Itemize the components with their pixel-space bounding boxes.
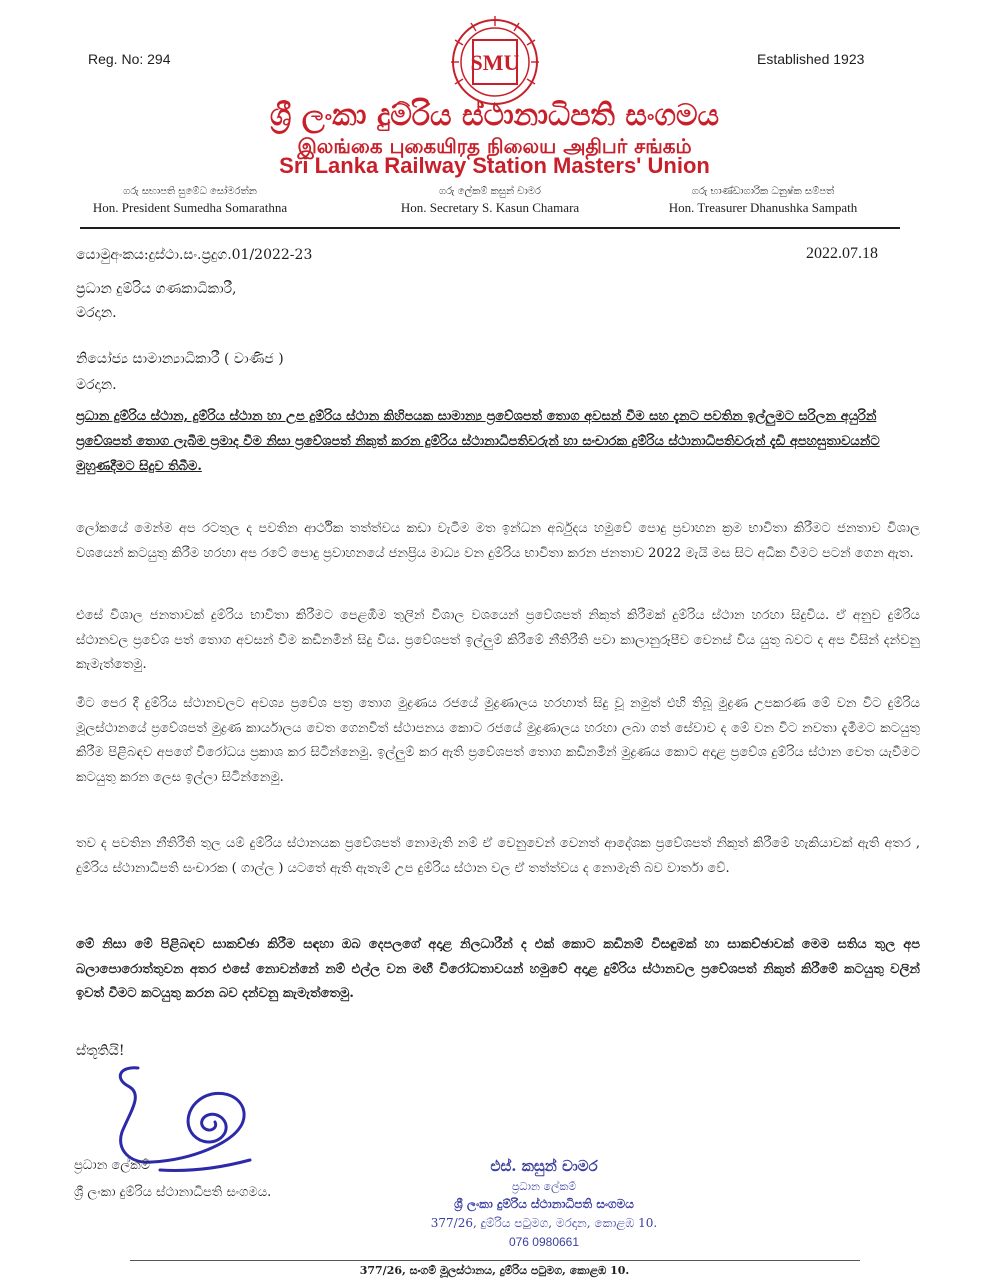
stamp-address: 377/26, දුම්රිය පටුමග, මරදාන, කොළඹ 10.	[430, 1216, 658, 1230]
body-paragraph: තව ද පවතින නීතිරීති තුල යම් දුම්රිය ස්ථානයක ප්‍රවේශපත් නොමැති නම් ඒ වෙනුවෙන් වෙනත් ආදේශක ප්‍රවේශපත් නිකුත් කිරීමේ හැකියාවක් ඇති අතර , දුම්රිය ස්ථානාධිපති සංචාරක ( ගාල්ල ) යටතේ ඇති ඇතැම් උප දුම්රිය ස්ථාන වල ඒ තත්ත්වය ද නොමැති බව වාර්තා වේ.	[76, 836, 920, 876]
officer-title-english: Hon. Treasurer Dhanushka Sampath	[668, 200, 858, 215]
addressee-2-line-2: මරදාන.	[76, 377, 117, 393]
officer-secretary	[360, 186, 620, 216]
officer-president	[60, 186, 320, 216]
officer-title-sinhala: ගරු ලේකම් කසුන් චාමර	[439, 186, 541, 197]
stamp-title: ප්‍රධාන ලේකම්	[511, 1180, 577, 1193]
addressee-1-line-2: මරදාන.	[76, 305, 117, 321]
title-english: Sri Lanka Railway Station Masters' Union	[279, 153, 710, 178]
logo-letters: SMU	[470, 50, 520, 75]
stamp-phone: 076 0980661	[508, 1235, 580, 1249]
signatory-title: ප්‍රධාන ලේකම්	[74, 1158, 151, 1173]
officer-title-sinhala: ගරු සභාපති සුමේධ සෝමරත්න	[123, 186, 257, 197]
reference-number: යොමුඅංකය:දුස්ථා.සං.ප්‍රදුග.01/2022-23	[76, 247, 313, 263]
letter-subject: ප්‍රධාන දුම්රිය ස්ථාන, දුම්රිය ස්ථාන හා උප දුම්රිය ස්ථාන කිහිපයක සාමාන්‍ය ප්‍රවේශපත් තොග අවසන් වීම සහ දැනට පවතින ඉල්ලුමට සරිලන අයුරින් ප්‍රවේශපත් තොග ලැබීම ප්‍රමාද වීම නිසා ප්‍රවේශපත් නිකුත් කරන දුම්රිය ස්ථානාධිපතිවරුන් හා සංචාරක දුම්රිය ස්ථානාධිපතිවරුන් දැඩි අපහසුතාවයන්ට මුහුණදීමට සිදුව තිබීම.	[76, 409, 880, 474]
body-paragraph: එසේ විශාල ජනතාවක් දුම්රිය භාවිතා කිරීමට පෙළඹීම තුලින් විශාල වශයෙන් ප්‍රවේශපත් නිකුත් කිරීමක් දුම්රිය ස්ථාන හරහා සිදුවිය. ඒ අනුව දුම්රිය ස්ථානවල ප්‍රවේශ පත් තොග අවසන් වීම කඩිනමින් සිදු විය. ප්‍රවේශපත් ඉල්ලුම් කිරීමේ නීතිරීති පවා කාලානුරූපීව වෙනස් විය යුතු බවට ද අප විසින් දන්වනු කැමැත්තෙමු.	[76, 608, 920, 672]
officer-title-sinhala: ගරු භාණ්ඩාගාරික ධනුෂ්ක සම්පත්	[691, 186, 835, 197]
signatory-organization: ශ්‍රී ලංකා දුම්රිය ස්ථානාධිපති සංගමය.	[74, 1185, 272, 1200]
title-tamil: இலங்கை புகையிரத நிலைய அதிபர் சங்கம்	[297, 134, 692, 158]
body-paragraph: මීට පෙර දී දුම්රිය ස්ථානවලට අවශ්‍ය ප්‍රවේශ පත්‍ර තොග මුද්‍රණය රජයේ මුද්‍රණාලය හරහාත් සිදු වූ නමුත් එහි තිබූ මුද්‍රණ උපකරණ මේ වන විට දුම්රිය මූලස්ථානයේ ප්‍රවේශපත් මුද්‍රණ කාර්යාලය වෙත ගෙනවිත් ස්ථාපනය කොට රජයේ මුද්‍රණාලය හරහා ලබා ගත් සේවාව ද මේ වන විට නවතා දැමීමට කටයුතු කිරීම පිළිබඳව අපගේ විරෝධය ප්‍රකාශ කර සිටින්නෙමු. ඉල්ලුම් කර ඇති ප්‍රවේශපත් තොග කඩිනමින් මුද්‍රණය කොට අදාළ ප්‍රවේශ දුම්රිය ස්ථාන වෙත යැවීමට කටයුතු කරන ලෙස ඉල්ලා සිටින්නෙමු.	[76, 696, 920, 785]
footer-divider	[130, 1260, 860, 1261]
addressee-1-line-1: ප්‍රධාන දුම්රිය ගණකාධිකාරී,	[76, 281, 237, 297]
body-paragraph: මේ නිසා මේ පිළිබඳව සාකච්ඡා කිරීම සඳහා ඔබ දෙපලගේ අදාළ නිලධාරීන් ද එක් කොට කඩිනම් විසඳුමක් හා සාකච්ඡාවක් මෙම සතිය තුල අප බලාපොරොත්තුවන අතර එසේ නොවන්නේ නම් එල්ල වන මඟී විරෝධතාවයන් හමුවේ අදාළ දුම්රිය ස්ථානවල ප්‍රවේශපත් නිකුත් කිරීමේ කටයුතු වලින් ඉවත් වීමට කටයුතු කරන බව දන්වනු කැමැත්තෙමු.	[76, 937, 920, 1001]
letter-date: 2022.07.18	[806, 245, 878, 262]
closing-thanks: ස්තූතියි!	[76, 1043, 125, 1059]
header-divider	[80, 227, 900, 229]
footer-address: 377/26, සංගම් මූලස්ථානය, දුම්රිය පටුමග, කොළඹ 10.	[359, 1264, 630, 1277]
registration-number: Reg. No: 294	[88, 51, 171, 67]
stamp-name: එස්. කසුන් චාමර	[490, 1157, 598, 1175]
established-year: Established 1923	[757, 51, 865, 67]
officer-title-english: Hon. Secretary S. Kasun Chamara	[400, 200, 580, 215]
addressee-2-line-1: නියෝජ්‍ය සාමාන්‍යාධිකාරී ( වාණිජ )	[76, 351, 284, 367]
officer-treasurer	[633, 186, 893, 216]
title-sinhala: ශ්‍රී ලංකා දුම්රිය ස්ථානාධිපති සංගමය	[269, 98, 720, 133]
body-paragraph: ලෝකයේ මෙන්ම අප රටතුල ද පවතින ආර්ථික තත්ත්වය කඩා වැටීම මත ඉන්ධන අර්බුදය හමුවේ පොදු ප්‍රවාහන ක්‍රම භාවිතා කිරීමට ජනතාව විශාල වශයෙන් කටයුතු කිරීම හරහා අප රටේ පොදු ප්‍රවාහනයේ ජනප්‍රිය මාධ්‍ය වන දුම්රිය භාවිතා කරන ජනතාව 2022 මැයි මස සිට අධික වීමට පටන් ගෙන ඇත.	[76, 521, 920, 561]
officer-title-english: Hon. President Sumedha Somarathna	[92, 200, 288, 215]
stamp-organization: ශ්‍රී ලංකා දුම්රිය ස්ථානාධිපති සංගමය	[454, 1197, 634, 1211]
union-logo	[443, 12, 547, 112]
